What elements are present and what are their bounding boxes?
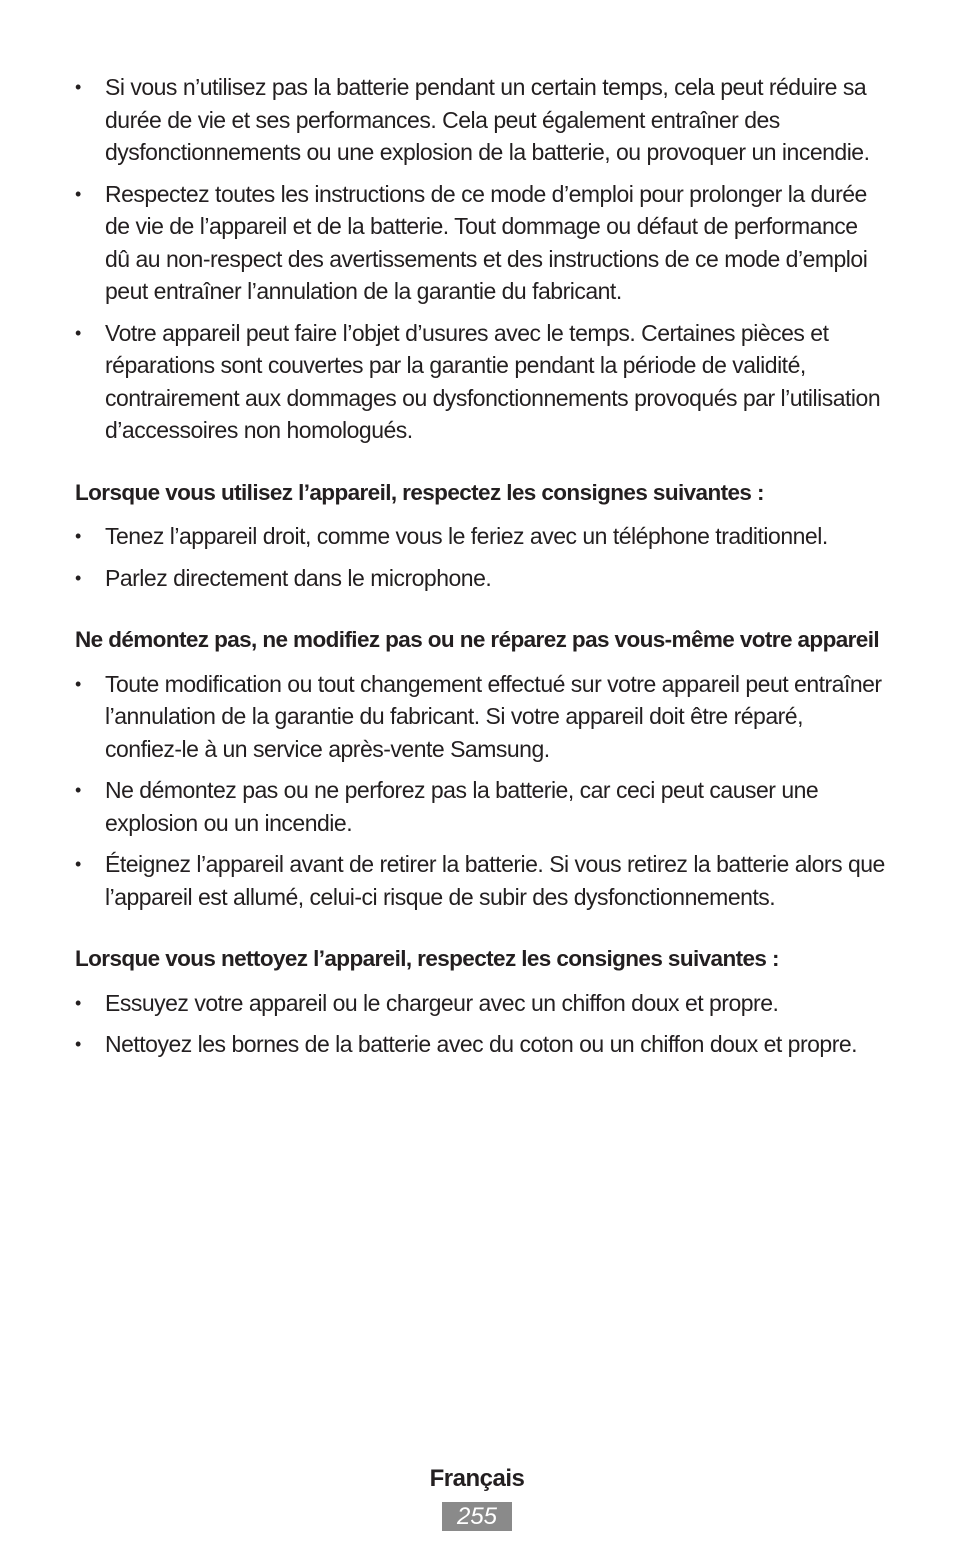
list-item-text: Ne démontez pas ou ne perforez pas la batterie, car ceci peut causer une explosion ou un incendie. xyxy=(105,777,819,836)
list-item-text: Parlez directement dans le microphone. xyxy=(105,564,492,591)
section-heading-disassembly: Ne démontez pas, ne modifiez pas ou ne réparez pas vous-même votre appareil xyxy=(75,627,880,652)
list-item xyxy=(75,1028,885,1061)
page-content xyxy=(75,71,885,1070)
bullet-list-cleaning xyxy=(75,987,885,1061)
section-heading-usage: Lorsque vous utilisez l’appareil, respectez les consignes suivantes : xyxy=(75,479,764,505)
bullet-icon: • xyxy=(75,1034,81,1054)
list-item-text: Éteignez l’appareil avant de retirer la batterie. Si vous retirez la batterie alors que l’appareil est allumé, celui-ci risque de subir des dysfonctionnements. xyxy=(105,851,885,910)
bullet-icon: • xyxy=(75,77,81,97)
bullet-list-usage xyxy=(75,520,885,594)
bullet-icon: • xyxy=(75,992,81,1013)
bullet-icon: • xyxy=(75,183,81,204)
list-item-text: Tenez l’appareil droit, comme vous le feriez avec un téléphone traditionnel. xyxy=(105,523,828,549)
list-item xyxy=(75,668,885,766)
bullet-icon: • xyxy=(75,673,81,694)
list-item-text: Nettoyez les bornes de la batterie avec du coton ou un chiffon doux et propre. xyxy=(105,1031,858,1057)
section-heading-cleaning: Lorsque vous nettoyez l’appareil, respectez les consignes suivantes : xyxy=(75,946,779,971)
list-item-text: Si vous n’utilisez pas la batterie pendant un certain temps, cela peut réduire sa durée de vie et ses performances. Cela peut également entraîner des dysfonctionnements ou une explosion de la batterie, ou provoquer un incendie. xyxy=(105,74,870,165)
list-item xyxy=(75,987,885,1020)
list-item-text: Respectez toutes les instructions de ce mode d’emploi pour prolonger la durée de vie de l’appareil et de la batterie. Tout dommage ou défaut de performance dû au non-respect des avertissements et des instructions de ce mode d’emploi peut entraîner l’annulation de la garantie du fabricant. xyxy=(105,180,868,304)
bullet-icon: • xyxy=(75,780,81,800)
list-item-text: Toute modification ou tout changement effectué sur votre appareil peut entraîner l’annulation de la garantie du fabricant. Si votre appareil doit être réparé, confiez-le à un service après-vente Samsung. xyxy=(105,670,882,762)
list-item xyxy=(75,520,885,553)
list-item xyxy=(75,562,885,595)
list-item xyxy=(75,178,885,308)
list-item xyxy=(75,71,885,169)
bullet-icon: • xyxy=(75,526,81,546)
list-item xyxy=(75,317,885,447)
bullet-icon: • xyxy=(75,322,81,343)
list-item-text: Votre appareil peut faire l’objet d’usures avec le temps. Certaines pièces et réparations sont couvertes par la garantie pendant la période de validité, contrairement aux dommages ou dysfonctionnements provoqués par l’utilisation d’accessoires non homologués. xyxy=(105,319,881,443)
list-item-text: Essuyez votre appareil ou le chargeur avec un chiffon doux et propre. xyxy=(105,989,779,1016)
bullet-icon: • xyxy=(75,567,81,588)
list-item xyxy=(75,848,885,913)
page-number: 255 xyxy=(442,1502,512,1531)
page-footer xyxy=(0,1462,954,1531)
bullet-icon: • xyxy=(75,854,81,874)
list-item xyxy=(75,774,885,839)
footer-language: Français xyxy=(429,1465,525,1492)
bullet-list-battery xyxy=(75,71,885,447)
bullet-list-disassembly xyxy=(75,668,885,914)
